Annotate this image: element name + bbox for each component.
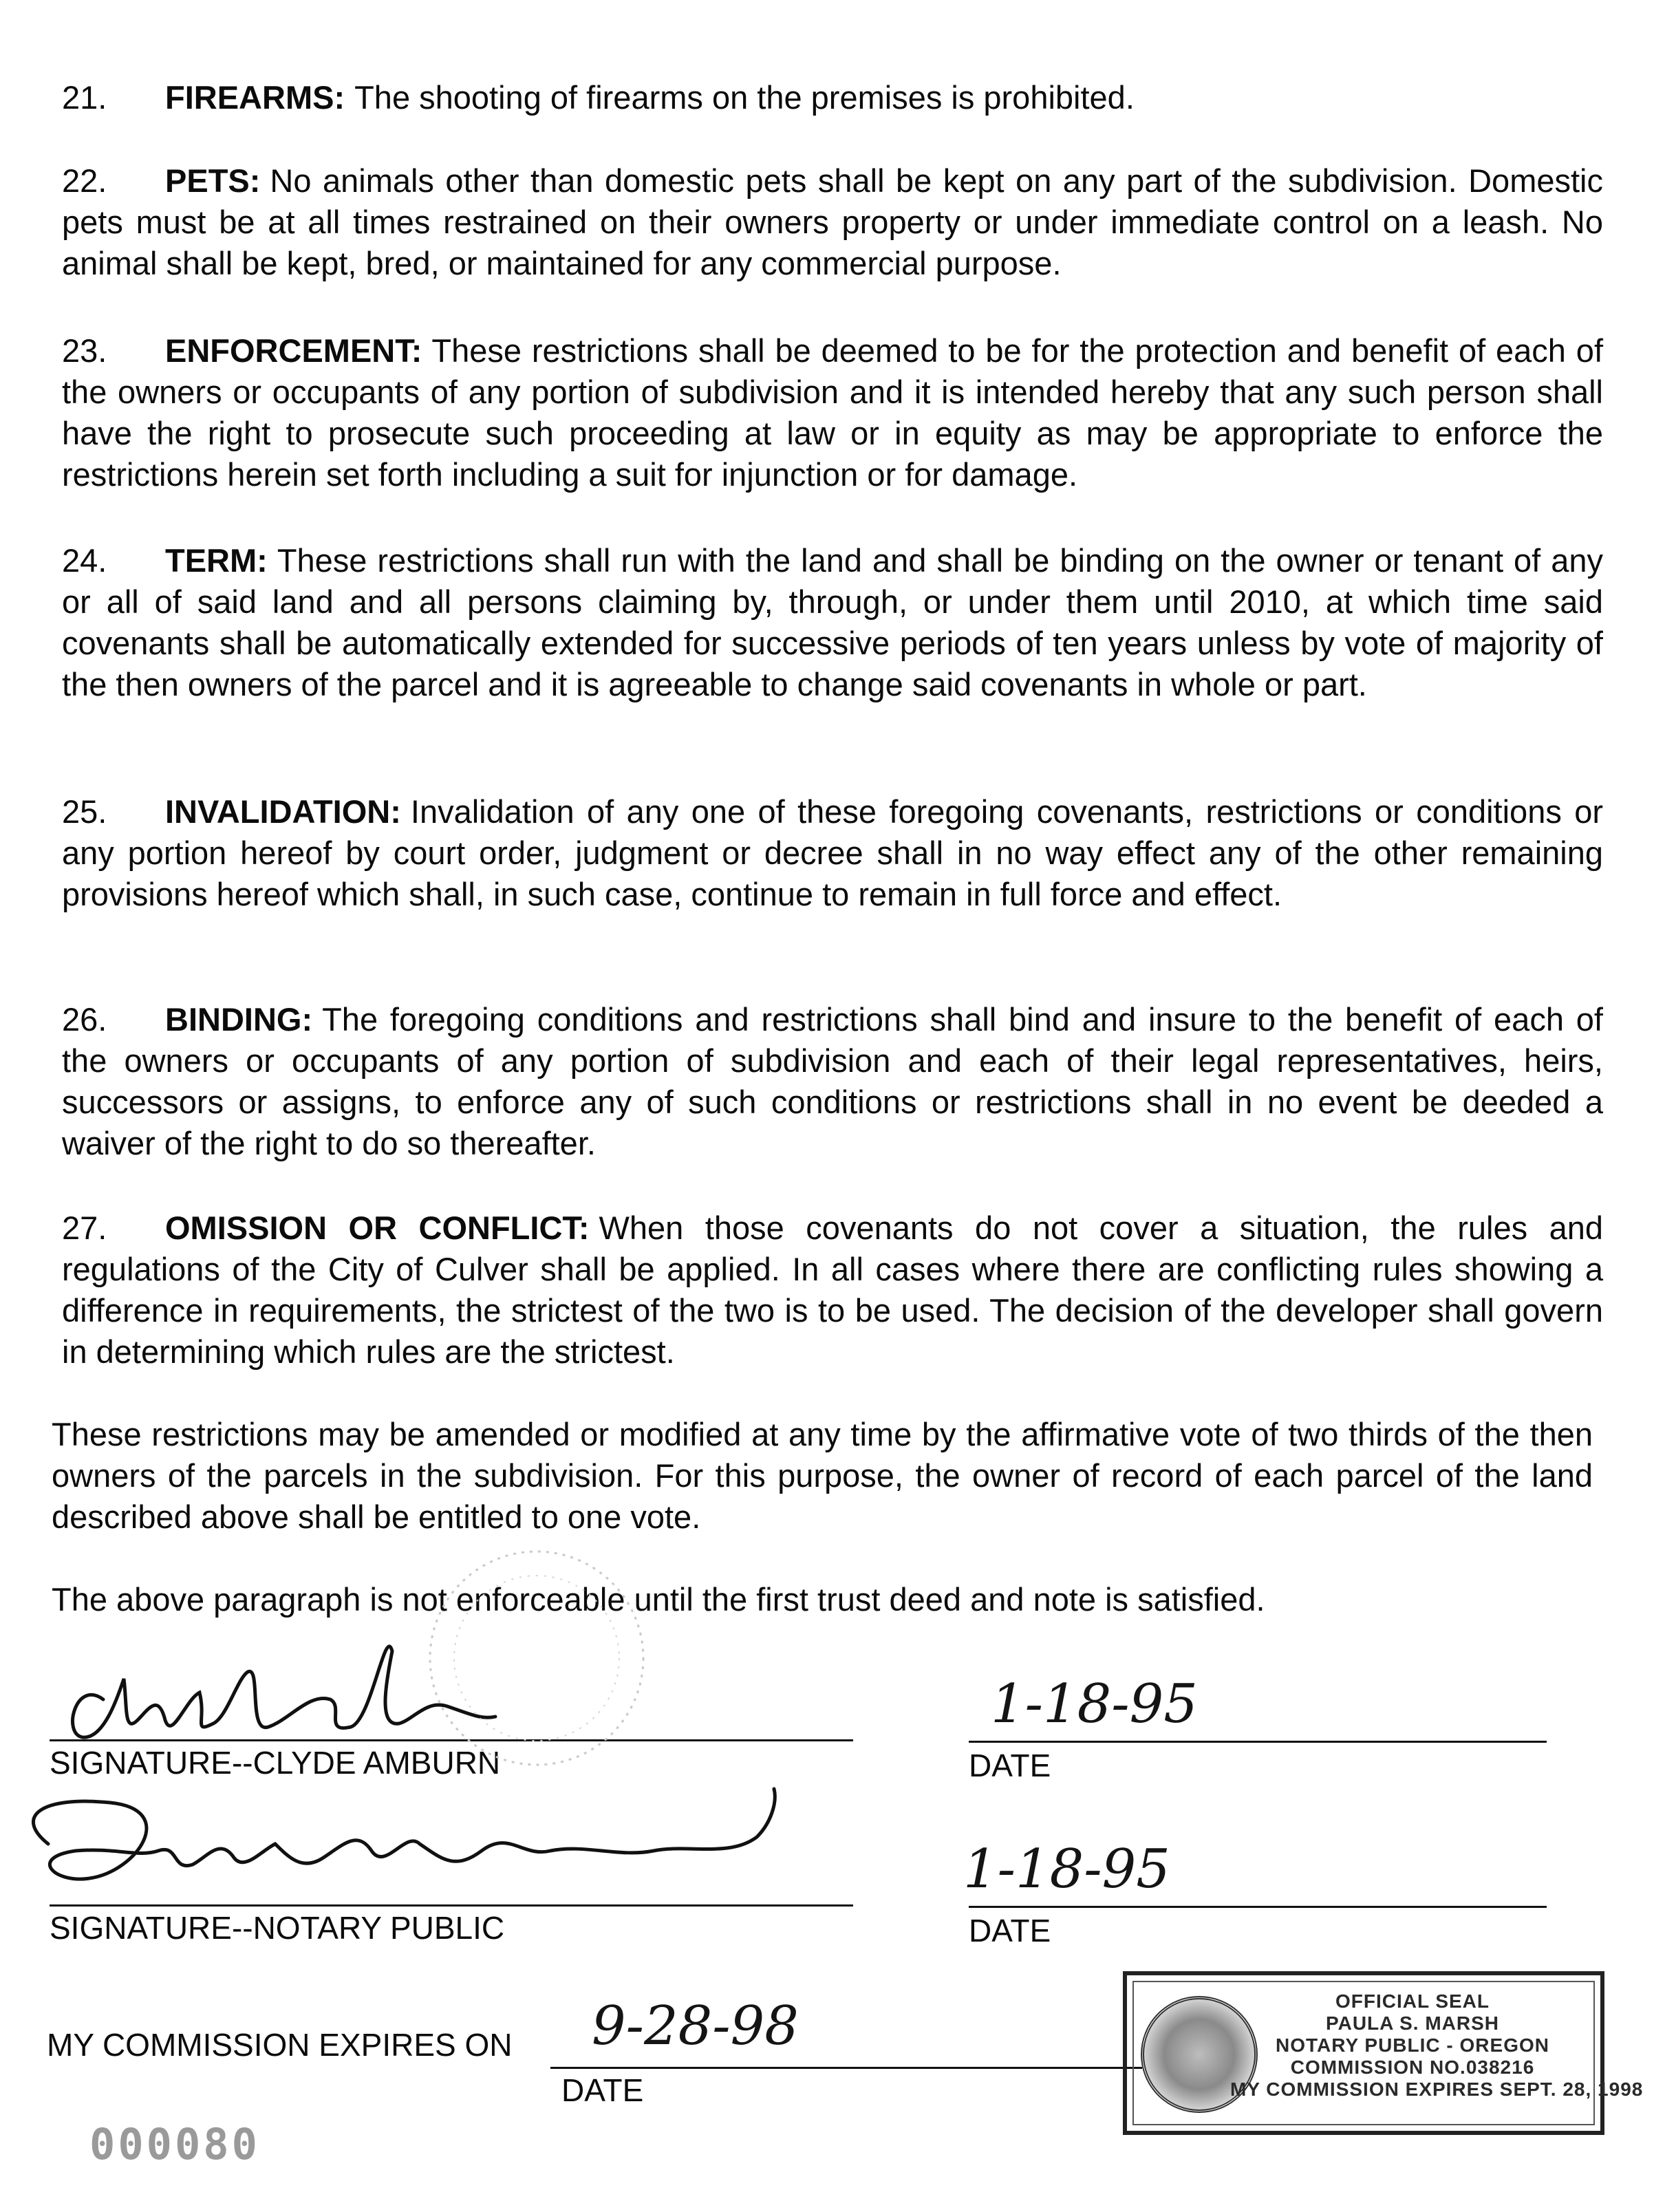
paragraph-27 [62, 1207, 1603, 1373]
seal-line: COMMISSION NO.038216 [1290, 2057, 1535, 2078]
paragraph-26 [62, 999, 1603, 1164]
notary-date-line [969, 1906, 1547, 1908]
paragraph-24 [62, 540, 1603, 705]
seal-line: NOTARY PUBLIC - OREGON [1276, 2034, 1549, 2056]
owner-signature-line [50, 1739, 853, 1741]
paragraph-text: The foregoing conditions and restrictions shall bind and insure to the benefit of each of the owners or occupants of any portion of subdivision and each of their legal representatives, heirs, successors or assigns, to enforce any of such conditions or restrictions shall in no event be deeded a waiver of the right to do so thereafter. [62, 1001, 1603, 1161]
commission-date-label: DATE [561, 2072, 644, 2108]
paragraph-number: 25. [62, 793, 107, 830]
commission-date-line [550, 2067, 1142, 2069]
paragraph-21 [62, 77, 1603, 118]
page-stamp-number: 000080 [89, 2119, 260, 2169]
paragraph-heading: OMISSION OR CONFLICT: [165, 1210, 590, 1246]
paragraph-text: Invalidation of any one of these foregoing covenants, restrictions or conditions or any portion hereof by court order, judgment or decree shall in no way effect any of the other remaining provisions hereof which shall, in such case, continue to remain in full force and effect. [62, 793, 1603, 912]
paragraph-number: 23. [62, 332, 107, 369]
paragraph-heading: ENFORCEMENT: [165, 332, 422, 369]
seal-text [1230, 1990, 1644, 2101]
paragraph-text: When those covenants do not cover a situation, the rules and regulations of the City of Culver shall be applied. In all cases where there are conflicting rules showing a difference in requirements, the strictest of the two is to be used. The decision of the developer shall govern in determining which rules are the strictest. [62, 1210, 1603, 1370]
notary-date-label: DATE [969, 1913, 1051, 1948]
paragraph-text: No animals other than domestic pets shall be kept on any part of the subdivision. Domestic pets must be at all times restrained on their owners property or under immediate control on a leash. No animal shall be kept, bred, or maintained for any commercial purpose. [62, 162, 1603, 281]
paragraph-25 [62, 791, 1603, 915]
paragraph-number: 24. [62, 542, 107, 579]
paragraph-22 [62, 160, 1603, 284]
paragraph-heading: TERM: [165, 542, 268, 579]
commission-date-value: 9-28-98 [592, 1995, 799, 2057]
paragraph-text: These restrictions shall be deemed to be for the protection and benefit of each of the owners or occupants of any portion of subdivision and it is intended hereby that any such person shall have the right to prosecute such proceeding at law or in equity as may be appropriate to enforce the restrictions herein set forth including a suit for injunction or for damage. [62, 332, 1603, 493]
paragraph-heading: PETS: [165, 162, 261, 199]
owner-date-line [969, 1741, 1547, 1743]
owner-date-value: 1-18-95 [991, 1673, 1198, 1735]
notary-signature-label: SIGNATURE--NOTARY PUBLIC [50, 1910, 505, 1946]
notary-date-value: 1-18-95 [963, 1838, 1170, 1900]
paragraph-number: 26. [62, 1001, 107, 1038]
paragraph-text: These restrictions shall run with the land and shall be binding on the owner or tenant of any or all of said land and all persons claiming by, through, or under them until 2010, at which time said covenants shall be automatically extended for successive periods of ten years unless by vote of majority of the then owners of the parcel and it is agreeable to change said covenants in whole or part. [62, 542, 1603, 702]
paragraph-heading: FIREARMS: [165, 79, 345, 116]
paragraph-number: 22. [62, 162, 107, 199]
paragraph-23 [62, 330, 1603, 495]
paragraph-number: 27. [62, 1210, 107, 1246]
amendment-paragraph: These restrictions may be amended or modified at any time by the affirmative vote of two thirds of the then owners of the parcels in the subdivision. For this purpose, the owner of record of each parcel of the land described above shall be entitled to one vote. [52, 1416, 1593, 1535]
seal-line: PAULA S. MARSH [1326, 2012, 1499, 2034]
paragraph-heading: INVALIDATION: [165, 793, 401, 830]
paragraph-heading: BINDING: [165, 1001, 313, 1038]
owner-date-label: DATE [969, 1748, 1051, 1783]
paragraph-text: The shooting of firearms on the premises is prohibited. [354, 79, 1135, 116]
notary-signature-line [50, 1904, 853, 1907]
seal-line: MY COMMISSION EXPIRES SEPT. 28, 1998 [1230, 2079, 1644, 2100]
commission-expires-label: MY COMMISSION EXPIRES ON [47, 2027, 513, 2063]
owner-signature-label: SIGNATURE--CLYDE AMBURN [50, 1745, 501, 1781]
notary-official-seal [1123, 1971, 1644, 2135]
seal-line: OFFICIAL SEAL [1335, 1990, 1490, 2012]
paragraph-number: 21. [62, 79, 107, 116]
enforceable-note: The above paragraph is not enforceable until the first trust deed and note is satisfied. [52, 1581, 1265, 1618]
